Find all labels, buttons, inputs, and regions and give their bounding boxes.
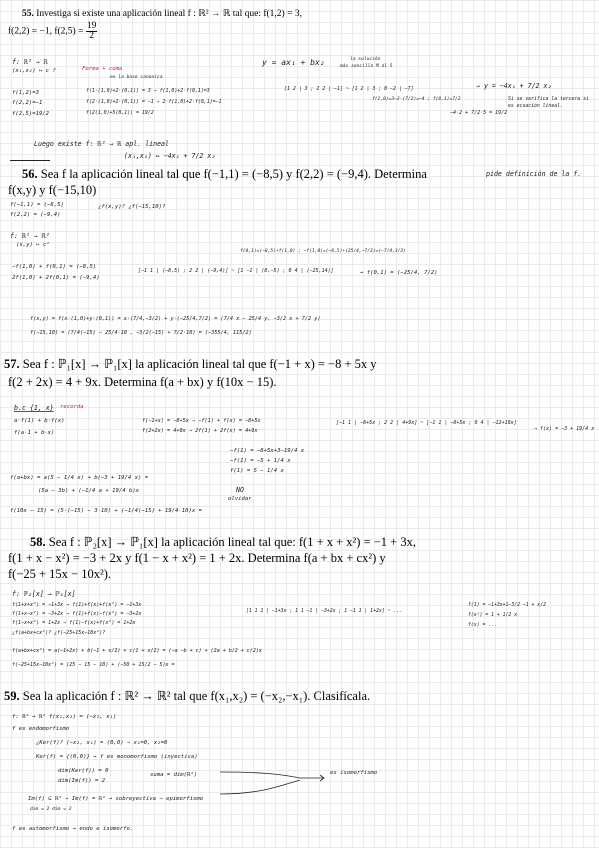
hw-56-matrix: [−1 1 | (−8,5) ; 2 2 | (−9,4)] ~ [1 −1 | (8,−5) ; 0 4 | (−25,14)]	[138, 268, 334, 274]
hw-57-fx: → f(x) = −3 + 19/4 x	[534, 426, 595, 432]
hw-55-eq2: f(2,2)=−1	[12, 100, 43, 106]
problem-number: 59.	[4, 689, 20, 703]
hw-55-eq1: f(1,2)=3	[12, 90, 39, 96]
problem-58-line1: Sea f : ℙ₂[x] → ℙ₁[x] la aplicación lineal tal que: f(1 + x + x²) = −1 + 3x,	[48, 535, 416, 549]
problem-55-statement	[22, 8, 302, 20]
hw-58-gen: f(a+bx+cx²) = a(−1+2x) + b(−1 + x/2) + c(1 + x/2) = (−a −b + c) + (2a + b/2 + c/2)x	[12, 648, 262, 654]
hw-57-f1b: −f(1) = −5 + 1/4 x	[230, 458, 291, 464]
problem-55-line2: f(2,2) = −1, f(2,5) =	[8, 26, 84, 37]
hw-59-dim2: dim(Im(f)) = 2	[58, 778, 106, 784]
problem-55-line2-wrap	[8, 22, 97, 41]
problem-number: 56.	[22, 167, 38, 181]
fraction-numerator: 19	[86, 21, 97, 31]
hw-57-f1c: f(1) = 5 − 1/4 x	[230, 468, 284, 474]
hw-55-eq3: f(2,5)=19/2	[12, 111, 50, 117]
hw-59-dim1: dim(Ker(f)) = 0	[58, 768, 109, 774]
hw-59-im: Im(f) ⊆ ℝ² ⇒ Im(f) = ℝ² → sobreyectiva ⇒ epimorfismo	[28, 796, 204, 802]
hw-57-red: recorda	[60, 404, 84, 410]
hw-55-check-note: Si se verifica la tercera si es ecuación lineal.	[508, 97, 589, 110]
hw-56-sys1: −f(1,0) + f(0,1) = (−8,5)	[12, 264, 97, 270]
hw-55-red-sub: en la base canonica	[110, 75, 163, 80]
problem-58-line3: f(−25 + 15x − 10x²).	[8, 567, 112, 581]
problem-57-line1: Sea f : ℙ₁[x] → ℙ₁[x] la aplicación lineal tal que f(−1 + x) = −8 + 5x y	[22, 357, 377, 371]
hw-59-iso: es isomorfismo	[330, 770, 378, 776]
hw-57-sys1: f(−1+x) = −8+5x → −f(1) + f(x) = −8+5x	[142, 418, 261, 424]
hw-55-sys1: f(1·(1,0)+2·(0,1)) = 3 → f(1,0)+2·f(0,1)=3	[86, 88, 210, 94]
hw-58-def: f: ℙ₂[x] → ℙ₁[x]	[12, 590, 76, 598]
hw-55-top-right-1: la solución	[350, 57, 381, 62]
hw-58-s3: f(1−x+x²) = 1+2x → f(1)−f(x)+f(x²) = 1+2x	[12, 620, 136, 626]
problem-56-line2: f(x,y) y f(−15,10)	[8, 183, 97, 197]
hw-55-form: y = ax₁ + bx₂	[262, 58, 325, 67]
hw-59-suma: suma = dim(ℝ²)	[150, 772, 198, 778]
hw-56-given2: f(2,2) = (−9,4)	[10, 212, 61, 218]
hw-58-matrix: [1 1 1 | −1+3x ; 1 1 −1 | −3+2x ; 1 −1 1 | 1+2x] ~ ...	[246, 609, 402, 614]
problem-56-line1: Sea f la aplicación lineal tal que f(−1,1) = (−8,5) y f(2,2) = (−9,4). Determina	[40, 167, 427, 181]
hw-59-ker: ¿Ker(f)? (−x₂, x₁) = (0,0) ⇒ x₁=0, x₂=0	[36, 740, 168, 746]
hw-59-def: f: ℝ² → ℝ² f(x₁,x₂) = (−x₂, x₁)	[12, 714, 117, 720]
problem-58-line2: f(1 + x − x²) = −3 + 2x y f(1 − x + x²) = 1 + 2x. Determina f(a + bx + cx²) y	[8, 551, 386, 565]
hw-57-ask: f(a·1 + b·x)	[14, 430, 55, 436]
separator-line	[10, 160, 50, 161]
hw-57-no: NO	[236, 486, 244, 494]
hw-57-gen1: f(a+bx) = a(5 − 1/4 x) + b(−3 + 19/4 x) =	[10, 475, 149, 481]
hw-55-top-right-2: más sencilla M al 5	[340, 64, 393, 69]
hw-56-gen: f(x,y) = f(x·(1,0)+y·(0,1)) = x·(7/4,−3/2) + y·(−25/4,7/2) = (7/4 x − 25/4 y, −3/2 x + 7/2 y)	[30, 316, 321, 322]
hw-56-sys2: 2f(1,0) + 2f(0,1) = (−9,4)	[12, 275, 100, 281]
hw-57-sys2: f(2+2x) = 4+9x → 2f(1) + 2f(x) = 4+9x	[142, 428, 258, 434]
problem-number: 57.	[4, 357, 20, 371]
hw-56-ask: ¿f(x,y)? ¿f(−15,10)?	[98, 204, 166, 210]
hw-56-top: f(0,1)=(−8,5)+f(1,0) ; −f(1,0)=(−8,5)+(25/4,−7/2)=(−7/4,3/2)	[240, 249, 406, 254]
hw-56-val: f(−15,10) = (7/4(−15) − 25/4·10 , −3/2(−15) + 7/2·10) = (−355/4, 115/2)	[30, 330, 252, 336]
hw-55-conclusion: Luego existe f: ℝ² → ℝ apl. lineal	[34, 140, 169, 148]
hw-56-given1: f(−1,1) = (−8,5)	[10, 202, 64, 208]
hw-55-def: f: ℝ² → ℝ	[12, 58, 48, 66]
hw-56-def: f: ℝ² → ℝ²	[10, 232, 50, 240]
hw-58-r1: f(1) = −1+3x+1−3/2 −1 + x/2	[468, 603, 546, 608]
hw-55-sys3: f(2(1,0)+5(0,1)) = 19/2	[86, 110, 154, 116]
hw-56-map: (x,y) ↦ c²	[16, 242, 50, 248]
fraction	[86, 22, 98, 41]
hw-59-end: f es endomorfismo	[12, 726, 70, 732]
hw-57-matrix: [−1 1 | −8+5x ; 2 2 | 4+9x] ~ [−1 1 | −8+5x ; 0 4 | −12+19x]	[336, 420, 517, 426]
hw-58-s2: f(1+x−x²) = −3+2x → f(1)+f(x)−f(x²) = −3+2x	[12, 611, 142, 617]
hw-57-f1a: −f(1) = −8+5x+3−19/4 x	[230, 448, 305, 454]
hw-55-check: −4·2 + 7/2·5 = 19/2	[450, 110, 508, 116]
hw-57-gen2: (5a − 3b) + (−1/4 a + 19/4 b)x	[38, 488, 140, 494]
hw-55-conclusion-map: (x₁,x₂) ↦ −4x₁ + 7/2 x₂	[124, 152, 216, 160]
hw-55-map: (x₁,x₂) ↦ c ?	[12, 68, 56, 74]
problem-number: 58.	[30, 535, 46, 549]
hw-58-r3: f(x) = ...	[468, 623, 497, 628]
hw-58-ask: ¿f(a+bx+cx²)? ¿f(−25+15x−10x²)?	[12, 630, 106, 636]
hw-55-sys2: f(2·(1,0)+2·(0,1)) = −1 → 2·f(1,0)+2·f(0,1)=−1	[86, 99, 222, 105]
hw-56-note-right: pide definición de la f.	[486, 170, 582, 178]
hw-55-result: → y = −4x₁ + 7/2 x₂	[476, 82, 552, 90]
hw-59-ker2: Ker(f) = {(0,0)} → f es monomorfismo (inyectiva)	[36, 754, 198, 760]
hw-57-basis: b.c {1, x}	[14, 404, 54, 412]
problem-57-line2: f(2 + 2x) = 4 + 9x. Determina f(a + bx) y f(10x − 15).	[8, 375, 277, 389]
hw-57-given: a·f(1) + b·f(x)	[14, 418, 65, 424]
hw-55-matrix: [1 2 | 3 ; 2 2 | −1] ~ [1 2 | 3 ; 0 −2 | −7]	[284, 86, 414, 92]
hw-58-val: f(−25+15x−10x²) = (25 − 15 − 10) + (−50 + 15/2 − 5)x =	[12, 662, 175, 668]
problem-56-statement	[22, 166, 427, 182]
hw-57-olvidar: olvidar	[228, 496, 252, 502]
hw-57-val: f(10x − 15) = (5·(−15) − 3·10) + (−1/4(−15) + 19/4·10)x =	[10, 508, 202, 514]
arrow-connector	[220, 760, 330, 800]
problem-55-line1: Investiga si existe una aplicación lineal f : ℝ² → ℝ tal que: f(1,2) = 3,	[36, 9, 302, 19]
hw-55-solve: f(1,0)=3−2·(7/2)=−4 ; f(0,1)=7/2	[372, 97, 461, 102]
problem-57-statement	[4, 356, 377, 372]
hw-59-im-sub: dim = 2 dim = 2	[30, 807, 72, 812]
problem-59-line1: Sea la aplicación f : ℝ² → ℝ² tal que f(x₁,x₂) = (−x₂,−x₁). Clasifícala.	[22, 689, 371, 703]
hw-55-red: Forma + coma	[82, 66, 123, 72]
hw-56-f01: → f(0,1) = (−25/4, 7/2)	[360, 270, 438, 276]
problem-number: 55.	[22, 9, 34, 19]
problem-59-statement	[4, 688, 370, 704]
hw-58-r2: f(x²) = 1 + 1/2 x	[468, 613, 518, 618]
hw-59-final: f es automorfismo → endo e isomorfo.	[12, 826, 134, 832]
problem-58-statement	[30, 534, 416, 550]
hw-58-s1: f(1+x+x²) = −1+3x → f(1)+f(x)+f(x²) = −1+3x	[12, 602, 142, 608]
fraction-denominator: 2	[89, 31, 94, 41]
